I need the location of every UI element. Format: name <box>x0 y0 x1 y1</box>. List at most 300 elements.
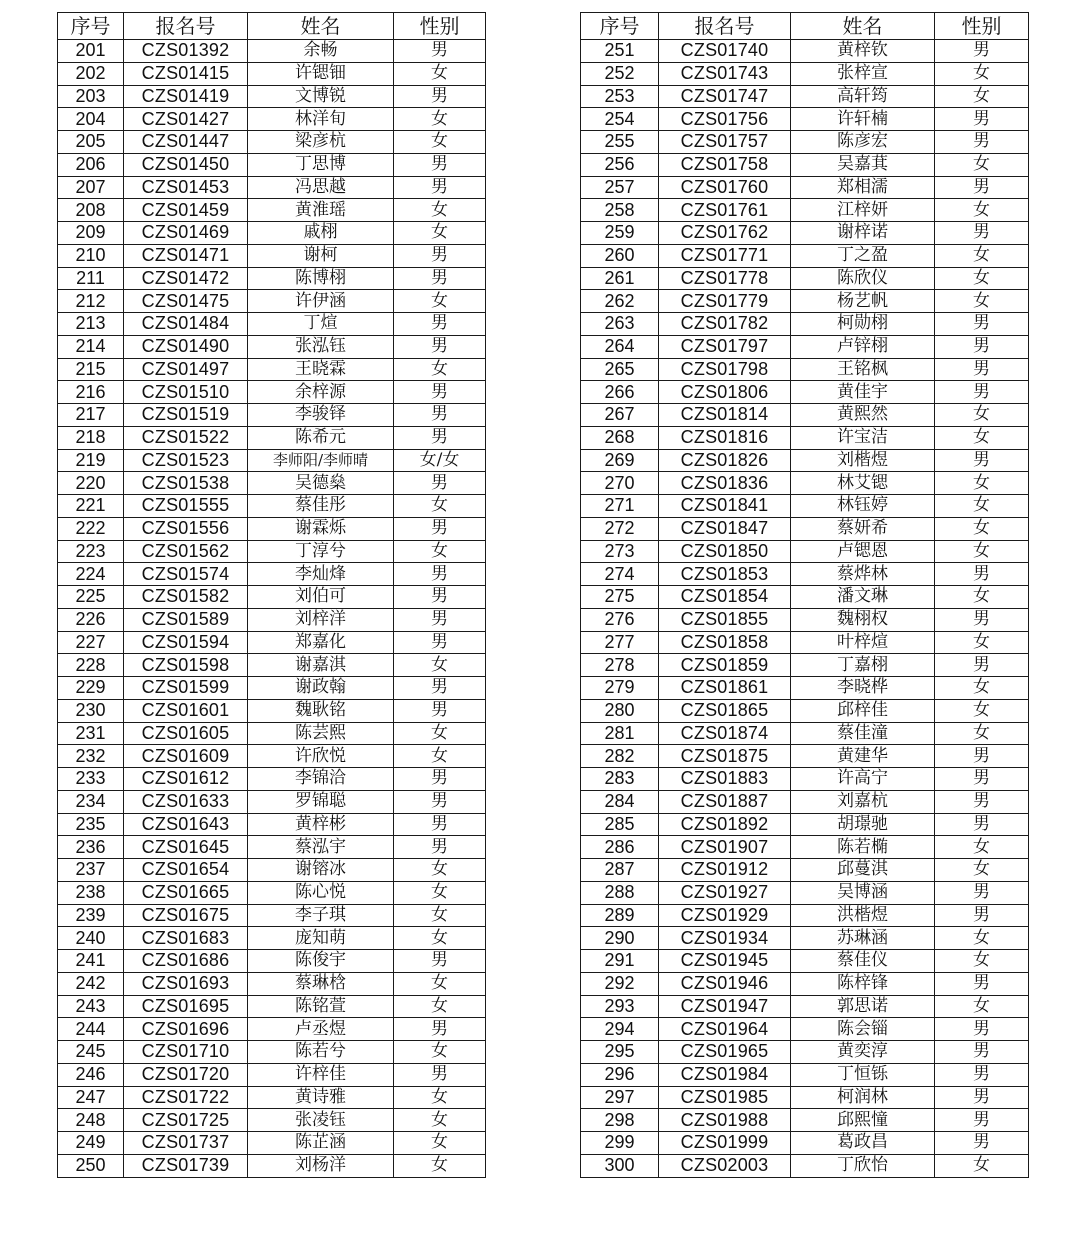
table-row <box>581 1018 1029 1041</box>
cell-name: 刘嘉杭 <box>791 790 935 813</box>
cell-name: 高轩筠 <box>791 85 935 108</box>
cell-gender: 男 <box>935 1109 1029 1132</box>
cell-reg-no: CZS01853 <box>659 563 791 586</box>
cell-name: 黄熙然 <box>791 404 935 427</box>
header-reg-no: 报名号 <box>124 13 248 40</box>
cell-reg-no: CZS01747 <box>659 85 791 108</box>
cell-seq: 227 <box>58 631 124 654</box>
table-row <box>581 1086 1029 1109</box>
table-row <box>58 608 486 631</box>
cell-seq: 277 <box>581 631 659 654</box>
table-row <box>58 244 486 267</box>
table-row <box>58 85 486 108</box>
table-row <box>581 927 1029 950</box>
cell-seq: 259 <box>581 222 659 245</box>
cell-reg-no: CZS01859 <box>659 654 791 677</box>
cell-reg-no: CZS01743 <box>659 62 791 85</box>
cell-reg-no: CZS01453 <box>124 176 248 199</box>
cell-reg-no: CZS01519 <box>124 404 248 427</box>
cell-seq: 299 <box>581 1132 659 1155</box>
table-row <box>581 85 1029 108</box>
cell-seq: 264 <box>581 335 659 358</box>
table-row <box>581 1063 1029 1086</box>
table-row <box>581 540 1029 563</box>
table-row <box>581 381 1029 404</box>
cell-name: 卢锌栩 <box>791 335 935 358</box>
cell-name: 李晓桦 <box>791 677 935 700</box>
cell-gender: 男 <box>935 1018 1029 1041</box>
cell-name: 蔡琳梒 <box>248 972 394 995</box>
cell-seq: 247 <box>58 1086 124 1109</box>
cell-seq: 279 <box>581 677 659 700</box>
cell-seq: 285 <box>581 813 659 836</box>
cell-name: 杨艺帆 <box>791 290 935 313</box>
cell-reg-no: CZS01720 <box>124 1063 248 1086</box>
cell-seq: 237 <box>58 859 124 882</box>
cell-gender: 男 <box>935 313 1029 336</box>
cell-reg-no: CZS01471 <box>124 244 248 267</box>
cell-name: 葛政昌 <box>791 1132 935 1155</box>
table-row <box>581 153 1029 176</box>
cell-gender: 男 <box>935 972 1029 995</box>
cell-seq: 212 <box>58 290 124 313</box>
cell-reg-no: CZS01946 <box>659 972 791 995</box>
cell-reg-no: CZS01693 <box>124 972 248 995</box>
cell-name: 谢梓诺 <box>791 222 935 245</box>
cell-seq: 284 <box>581 790 659 813</box>
cell-reg-no: CZS01816 <box>659 426 791 449</box>
cell-gender: 女 <box>935 290 1029 313</box>
cell-seq: 241 <box>58 950 124 973</box>
cell-reg-no: CZS01523 <box>124 449 248 472</box>
cell-reg-no: CZS01907 <box>659 836 791 859</box>
cell-name: 张泓钰 <box>248 335 394 358</box>
cell-seq: 213 <box>58 313 124 336</box>
cell-reg-no: CZS01841 <box>659 495 791 518</box>
cell-seq: 261 <box>581 267 659 290</box>
cell-name: 李锦洽 <box>248 768 394 791</box>
cell-name: 黄建华 <box>791 745 935 768</box>
cell-name: 邱蔓淇 <box>791 859 935 882</box>
table-row <box>581 972 1029 995</box>
cell-gender: 男 <box>935 381 1029 404</box>
cell-seq: 260 <box>581 244 659 267</box>
header-seq: 序号 <box>58 13 124 40</box>
table-row <box>581 267 1029 290</box>
cell-name: 王晓霖 <box>248 358 394 381</box>
cell-name: 谢嘉淇 <box>248 654 394 677</box>
table-row <box>58 1154 486 1177</box>
cell-seq: 280 <box>581 699 659 722</box>
cell-seq: 300 <box>581 1154 659 1177</box>
roster-table-right <box>580 12 1029 1178</box>
cell-reg-no: CZS01883 <box>659 768 791 791</box>
cell-seq: 215 <box>58 358 124 381</box>
cell-reg-no: CZS01847 <box>659 517 791 540</box>
cell-name: 卢锶恩 <box>791 540 935 563</box>
table-row <box>58 927 486 950</box>
cell-seq: 214 <box>58 335 124 358</box>
table-row <box>58 313 486 336</box>
table-row <box>58 267 486 290</box>
cell-name: 苏琳涵 <box>791 927 935 950</box>
table-row <box>581 881 1029 904</box>
table-row <box>581 62 1029 85</box>
cell-seq: 297 <box>581 1086 659 1109</box>
cell-seq: 281 <box>581 722 659 745</box>
cell-seq: 292 <box>581 972 659 995</box>
cell-gender: 女 <box>394 1086 486 1109</box>
cell-reg-no: CZS01710 <box>124 1041 248 1064</box>
cell-gender: 女 <box>935 404 1029 427</box>
cell-reg-no: CZS01984 <box>659 1063 791 1086</box>
cell-gender: 女 <box>935 85 1029 108</box>
cell-name: 黄奕淳 <box>791 1041 935 1064</box>
cell-name: 陈芷涵 <box>248 1132 394 1155</box>
table-row <box>581 199 1029 222</box>
cell-gender: 女 <box>935 62 1029 85</box>
table-row <box>58 904 486 927</box>
cell-reg-no: CZS01612 <box>124 768 248 791</box>
table-row <box>58 677 486 700</box>
cell-seq: 266 <box>581 381 659 404</box>
table-row <box>581 631 1029 654</box>
cell-name: 陈芸熙 <box>248 722 394 745</box>
cell-gender: 男 <box>394 768 486 791</box>
cell-reg-no: CZS01778 <box>659 267 791 290</box>
cell-reg-no: CZS01415 <box>124 62 248 85</box>
cell-seq: 223 <box>58 540 124 563</box>
cell-gender: 男 <box>935 1132 1029 1155</box>
table-row <box>581 426 1029 449</box>
cell-name: 林钰婷 <box>791 495 935 518</box>
cell-gender: 男 <box>394 517 486 540</box>
cell-gender: 女 <box>394 1154 486 1177</box>
cell-reg-no: CZS01654 <box>124 859 248 882</box>
cell-name: 陈梓锋 <box>791 972 935 995</box>
cell-name: 陈彦宏 <box>791 131 935 154</box>
header-gender: 性别 <box>394 13 486 40</box>
table-row <box>58 62 486 85</box>
cell-gender: 男 <box>394 631 486 654</box>
cell-reg-no: CZS01797 <box>659 335 791 358</box>
cell-gender: 女 <box>394 904 486 927</box>
cell-seq: 244 <box>58 1018 124 1041</box>
cell-reg-no: CZS01806 <box>659 381 791 404</box>
cell-reg-no: CZS01589 <box>124 608 248 631</box>
table-row <box>58 768 486 791</box>
cell-seq: 249 <box>58 1132 124 1155</box>
cell-gender: 男 <box>935 745 1029 768</box>
cell-reg-no: CZS01633 <box>124 790 248 813</box>
table-row <box>581 290 1029 313</box>
cell-reg-no: CZS01874 <box>659 722 791 745</box>
table-row <box>581 836 1029 859</box>
cell-seq: 282 <box>581 745 659 768</box>
cell-reg-no: CZS01757 <box>659 131 791 154</box>
cell-name: 戚栩 <box>248 222 394 245</box>
cell-seq: 262 <box>581 290 659 313</box>
cell-seq: 224 <box>58 563 124 586</box>
cell-seq: 211 <box>58 267 124 290</box>
table-row <box>581 586 1029 609</box>
cell-gender: 女 <box>394 540 486 563</box>
cell-name: 魏耿铭 <box>248 699 394 722</box>
table-row <box>581 1041 1029 1064</box>
table-row <box>58 1132 486 1155</box>
cell-gender: 女 <box>394 131 486 154</box>
cell-reg-no: CZS01695 <box>124 995 248 1018</box>
cell-name: 蔡佳潼 <box>791 722 935 745</box>
cell-name: 蔡妍希 <box>791 517 935 540</box>
cell-reg-no: CZS01758 <box>659 153 791 176</box>
cell-gender: 女 <box>935 677 1029 700</box>
table-row <box>581 813 1029 836</box>
cell-gender: 女 <box>394 62 486 85</box>
cell-reg-no: CZS01392 <box>124 40 248 63</box>
cell-reg-no: CZS01836 <box>659 472 791 495</box>
cell-seq: 233 <box>58 768 124 791</box>
table-row <box>58 813 486 836</box>
cell-gender: 男 <box>935 131 1029 154</box>
cell-reg-no: CZS01782 <box>659 313 791 336</box>
cell-name: 蔡泓宇 <box>248 836 394 859</box>
table-row <box>581 495 1029 518</box>
cell-gender: 男 <box>935 449 1029 472</box>
table-body-left <box>58 40 486 1178</box>
table-row <box>58 517 486 540</box>
cell-seq: 265 <box>581 358 659 381</box>
cell-gender: 女 <box>935 859 1029 882</box>
cell-reg-no: CZS01927 <box>659 881 791 904</box>
cell-gender: 男 <box>935 768 1029 791</box>
cell-name: 吴博涵 <box>791 881 935 904</box>
cell-reg-no: CZS01605 <box>124 722 248 745</box>
cell-name: 张梓宣 <box>791 62 935 85</box>
cell-gender: 女 <box>394 654 486 677</box>
table-row <box>58 790 486 813</box>
cell-reg-no: CZS01497 <box>124 358 248 381</box>
cell-name: 余畅 <box>248 40 394 63</box>
table-row <box>58 631 486 654</box>
cell-gender: 男 <box>394 335 486 358</box>
cell-name: 黄梓钦 <box>791 40 935 63</box>
cell-name: 陈欣仪 <box>791 267 935 290</box>
cell-seq: 210 <box>58 244 124 267</box>
cell-seq: 287 <box>581 859 659 882</box>
cell-seq: 291 <box>581 950 659 973</box>
cell-seq: 226 <box>58 608 124 631</box>
table-row <box>58 1018 486 1041</box>
cell-name: 丁嘉栩 <box>791 654 935 677</box>
cell-reg-no: CZS01988 <box>659 1109 791 1132</box>
cell-gender: 女 <box>394 745 486 768</box>
cell-reg-no: CZS01601 <box>124 699 248 722</box>
cell-reg-no: CZS01858 <box>659 631 791 654</box>
cell-gender: 男 <box>935 222 1029 245</box>
cell-seq: 252 <box>581 62 659 85</box>
cell-gender: 男 <box>394 426 486 449</box>
cell-gender: 女 <box>394 290 486 313</box>
table-row <box>58 586 486 609</box>
cell-reg-no: CZS01427 <box>124 108 248 131</box>
table-row <box>58 199 486 222</box>
table-row <box>581 358 1029 381</box>
table-row <box>58 836 486 859</box>
cell-gender: 女 <box>394 881 486 904</box>
cell-reg-no: CZS01887 <box>659 790 791 813</box>
cell-name: 郑相濡 <box>791 176 935 199</box>
cell-reg-no: CZS01814 <box>659 404 791 427</box>
table-row <box>581 449 1029 472</box>
table-row <box>58 972 486 995</box>
cell-reg-no: CZS01675 <box>124 904 248 927</box>
cell-reg-no: CZS01556 <box>124 517 248 540</box>
cell-name: 吴嘉萁 <box>791 153 935 176</box>
cell-name: 陈会锱 <box>791 1018 935 1041</box>
cell-gender: 女 <box>394 222 486 245</box>
cell-gender: 女 <box>394 358 486 381</box>
cell-gender: 女 <box>935 836 1029 859</box>
cell-seq: 240 <box>58 927 124 950</box>
table-row <box>58 995 486 1018</box>
cell-reg-no: CZS01861 <box>659 677 791 700</box>
cell-seq: 268 <box>581 426 659 449</box>
cell-reg-no: CZS01929 <box>659 904 791 927</box>
cell-name: 李骏铎 <box>248 404 394 427</box>
cell-gender: 女 <box>935 631 1029 654</box>
cell-name: 谢霖烁 <box>248 517 394 540</box>
cell-seq: 267 <box>581 404 659 427</box>
cell-reg-no: CZS01947 <box>659 995 791 1018</box>
cell-reg-no: CZS01762 <box>659 222 791 245</box>
cell-gender: 男 <box>935 881 1029 904</box>
cell-seq: 216 <box>58 381 124 404</box>
cell-gender: 女 <box>394 722 486 745</box>
cell-seq: 294 <box>581 1018 659 1041</box>
cell-gender: 男 <box>394 40 486 63</box>
cell-gender: 男 <box>935 1063 1029 1086</box>
cell-seq: 201 <box>58 40 124 63</box>
cell-seq: 253 <box>581 85 659 108</box>
cell-gender: 男 <box>394 790 486 813</box>
cell-gender: 女 <box>935 199 1029 222</box>
cell-seq: 248 <box>58 1109 124 1132</box>
table-row <box>58 881 486 904</box>
cell-gender: 男 <box>394 1063 486 1086</box>
cell-reg-no: CZS01892 <box>659 813 791 836</box>
cell-gender: 男 <box>394 813 486 836</box>
header-reg-no: 报名号 <box>659 13 791 40</box>
table-row <box>581 563 1029 586</box>
cell-reg-no: CZS01855 <box>659 608 791 631</box>
cell-seq: 209 <box>58 222 124 245</box>
cell-name: 许锶钿 <box>248 62 394 85</box>
table-row <box>581 131 1029 154</box>
cell-reg-no: CZS01450 <box>124 153 248 176</box>
roster-table-left <box>57 12 486 1178</box>
table-row <box>581 995 1029 1018</box>
table-row <box>58 654 486 677</box>
cell-gender: 男 <box>935 563 1029 586</box>
cell-reg-no: CZS01683 <box>124 927 248 950</box>
table-row <box>581 1154 1029 1177</box>
cell-name: 李灿烽 <box>248 563 394 586</box>
table-row <box>581 108 1029 131</box>
cell-gender: 女 <box>394 1132 486 1155</box>
cell-reg-no: CZS01538 <box>124 472 248 495</box>
table-row <box>581 790 1029 813</box>
cell-seq: 225 <box>58 586 124 609</box>
cell-name: 叶梓煊 <box>791 631 935 654</box>
cell-name: 许欣悦 <box>248 745 394 768</box>
cell-name: 陈铭萱 <box>248 995 394 1018</box>
cell-reg-no: CZS01582 <box>124 586 248 609</box>
cell-seq: 204 <box>58 108 124 131</box>
cell-gender: 男 <box>935 335 1029 358</box>
table-row <box>58 563 486 586</box>
cell-seq: 208 <box>58 199 124 222</box>
cell-name: 黄梓彬 <box>248 813 394 836</box>
cell-name: 蔡佳彤 <box>248 495 394 518</box>
cell-seq: 236 <box>58 836 124 859</box>
cell-gender: 男 <box>935 813 1029 836</box>
cell-gender: 男 <box>935 608 1029 631</box>
cell-reg-no: CZS01484 <box>124 313 248 336</box>
cell-name: 陈心悦 <box>248 881 394 904</box>
cell-reg-no: CZS01760 <box>659 176 791 199</box>
table-header <box>58 13 486 40</box>
table-row <box>58 722 486 745</box>
cell-name: 谢柯 <box>248 244 394 267</box>
cell-gender: 女 <box>935 586 1029 609</box>
table-row <box>58 176 486 199</box>
cell-gender: 男 <box>935 1086 1029 1109</box>
table-row <box>58 1063 486 1086</box>
cell-gender: 男 <box>394 85 486 108</box>
cell-seq: 230 <box>58 699 124 722</box>
cell-reg-no: CZS01826 <box>659 449 791 472</box>
cell-name: 刘楷煜 <box>791 449 935 472</box>
cell-reg-no: CZS01490 <box>124 335 248 358</box>
cell-name: 李师阳/李师晴 <box>248 449 394 472</box>
cell-seq: 229 <box>58 677 124 700</box>
cell-name: 李子琪 <box>248 904 394 927</box>
table-row <box>58 381 486 404</box>
cell-reg-no: CZS01665 <box>124 881 248 904</box>
cell-seq: 228 <box>58 654 124 677</box>
table-row <box>581 313 1029 336</box>
table-row <box>581 404 1029 427</box>
cell-reg-no: CZS01555 <box>124 495 248 518</box>
table-row <box>58 950 486 973</box>
table-row <box>581 40 1029 63</box>
cell-name: 邱梓佳 <box>791 699 935 722</box>
table-row <box>581 677 1029 700</box>
cell-reg-no: CZS01472 <box>124 267 248 290</box>
cell-gender: 男 <box>935 1041 1029 1064</box>
cell-seq: 298 <box>581 1109 659 1132</box>
cell-gender: 女 <box>394 995 486 1018</box>
cell-seq: 231 <box>58 722 124 745</box>
cell-gender: 男 <box>935 654 1029 677</box>
table-row <box>58 1041 486 1064</box>
cell-reg-no: CZS01643 <box>124 813 248 836</box>
table-row <box>581 722 1029 745</box>
header-seq: 序号 <box>581 13 659 40</box>
cell-reg-no: CZS01739 <box>124 1154 248 1177</box>
cell-gender: 男 <box>394 563 486 586</box>
